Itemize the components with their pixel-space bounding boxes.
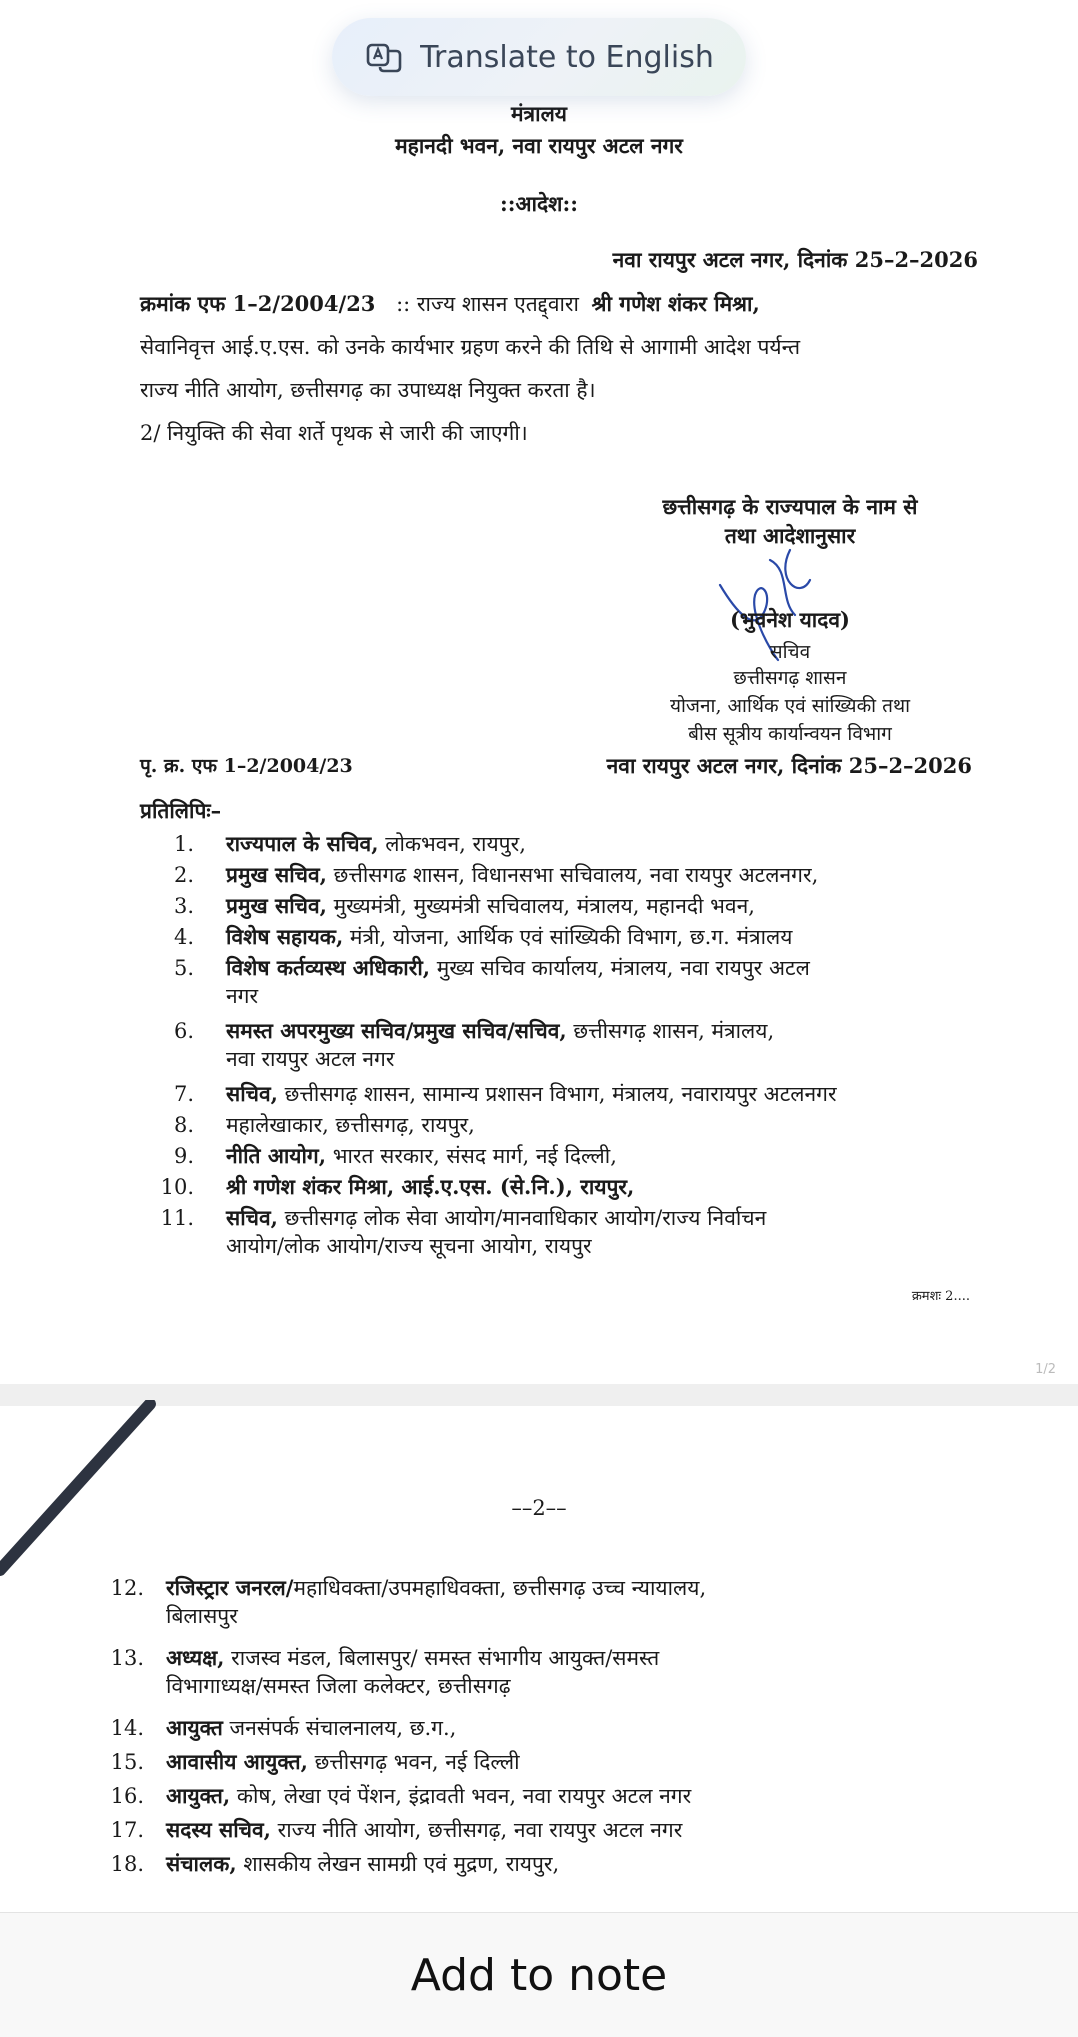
copy-item-number: 16. bbox=[110, 1784, 144, 1808]
signatory-designation: सचिव bbox=[769, 641, 811, 663]
signatory-line-1: छत्तीसगढ़ के राज्यपाल के नाम से bbox=[662, 494, 918, 519]
copy-item-detail: छत्तीसगढ़ लोक सेवा आयोग/मानवाधिकार आयोग/राज्य निर्वाचन bbox=[277, 1206, 767, 1230]
header-address: महानदी भवन, नवा रायपुर अटल नगर bbox=[395, 133, 683, 158]
copy-item-detail: राजस्व मंडल, बिलासपुर/ समस्त संभागीय आयुक्त/समस्त bbox=[224, 1646, 660, 1670]
copy-item-detail: लोकभवन, रायपुर, bbox=[378, 832, 526, 856]
signatory-dept-2: योजना, आर्थिक एवं सांख्यिकी तथा bbox=[669, 695, 911, 717]
copy-item-text bbox=[166, 1644, 659, 1672]
order-paragraph-line-1 bbox=[140, 290, 978, 318]
copy-item-number: 9. bbox=[173, 1144, 194, 1168]
copy-item-number: 3. bbox=[173, 894, 194, 918]
endorsement-ref: पृ. क्र. एफ 1–2/2004/23 bbox=[140, 755, 353, 777]
copy-item-text bbox=[166, 1850, 559, 1878]
copy-item-number: 2. bbox=[173, 863, 194, 887]
copy-item-detail-continued: नवा रायपुर अटल नगर bbox=[226, 1047, 395, 1071]
copy-item-number: 6. bbox=[173, 1019, 194, 1043]
copy-item-addressee: प्रमुख सचिव, bbox=[226, 862, 327, 887]
page-separator bbox=[0, 1384, 1078, 1406]
copy-item-text bbox=[166, 1574, 706, 1602]
copy-item-addressee: आयुक्त, bbox=[166, 1783, 231, 1808]
copy-item-text bbox=[166, 1782, 691, 1810]
copy-item-detail: छत्तीसगढ़ शासन, सामान्य प्रशासन विभाग, मंत्रालय, नवारायपुर अटलनगर bbox=[277, 1082, 837, 1106]
copy-item-number: 4. bbox=[173, 925, 194, 949]
copy-item-addressee: रजिस्ट्रार जनरल/ bbox=[166, 1575, 294, 1600]
header-ministry: मंत्रालय bbox=[510, 101, 567, 126]
copy-item-detail: राज्य नीति आयोग, छत्तीसगढ़, नवा रायपुर अटल नगर bbox=[270, 1818, 683, 1842]
copy-item-number: 10. bbox=[160, 1175, 194, 1199]
copy-item-detail: महालेखाकार, छत्तीसगढ़, रायपुर, bbox=[226, 1113, 475, 1137]
copy-item-text bbox=[166, 1748, 520, 1776]
copy-item-number: 1. bbox=[173, 832, 194, 856]
copy-item-text bbox=[166, 1714, 456, 1742]
copy-item-number: 14. bbox=[110, 1716, 144, 1740]
order-paragraph-line-3: राज्य नीति आयोग, छत्तीसगढ़ का उपाध्यक्ष नियुक्त करता है। bbox=[140, 378, 596, 402]
copy-item-number: 12. bbox=[110, 1576, 144, 1600]
copy-item-detail: जनसंपर्क संचालनालय, छ.ग., bbox=[222, 1716, 457, 1740]
order-paragraph-line-2: सेवानिवृत्त आई.ए.एस. को उनके कार्यभार ग्रहण करने की तिथि से आगामी आदेश पर्यन्त bbox=[140, 335, 801, 359]
copy-item-text bbox=[226, 1173, 634, 1201]
copy-item-addressee: आवासीय आयुक्त, bbox=[166, 1749, 308, 1774]
translate-label: Translate to English bbox=[420, 39, 714, 75]
order-number: क्रमांक एफ 1–2/2004/23 bbox=[140, 291, 376, 316]
copy-item-detail-continued: विभागाध्यक्ष/समस्त जिला कलेक्टर, छत्तीसगढ़ bbox=[166, 1674, 511, 1698]
copy-item-addressee: आयुक्त bbox=[166, 1715, 223, 1740]
copy-item-detail: शासकीय लेखन सामग्री एवं मुद्रण, रायपुर, bbox=[236, 1852, 560, 1876]
copy-item-addressee: प्रमुख सचिव, bbox=[226, 893, 327, 918]
copy-item-addressee: समस्त अपरमुख्य सचिव/प्रमुख सचिव/सचिव, bbox=[226, 1018, 567, 1043]
copy-item-detail-continued: आयोग/लोक आयोग/राज्य सूचना आयोग, रायपुर bbox=[226, 1234, 592, 1258]
copy-item-detail: भारत सरकार, संसद मार्ग, नई दिल्ली, bbox=[326, 1144, 617, 1168]
copy-item-addressee: सचिव, bbox=[226, 1081, 278, 1106]
copy-item-addressee: अध्यक्ष, bbox=[166, 1645, 225, 1670]
copy-item-text bbox=[226, 1080, 837, 1108]
copy-item-detail: मुख्य सचिव कार्यालय, मंत्रालय, नवा रायपुर अटल bbox=[430, 956, 810, 980]
page-indicator: 1/2 bbox=[1035, 1362, 1056, 1377]
copy-item-addressee: नीति आयोग, bbox=[226, 1143, 327, 1168]
copy-item-text bbox=[226, 830, 526, 858]
copy-item-number: 15. bbox=[110, 1750, 144, 1774]
signatory-line-2: तथा आदेशानुसार bbox=[724, 523, 856, 548]
copy-item-addressee: विशेष सहायक, bbox=[226, 924, 344, 949]
order-title: ::आदेश:: bbox=[500, 191, 578, 216]
copy-item-text bbox=[226, 923, 792, 951]
copy-item-number: 11. bbox=[160, 1206, 194, 1230]
copy-item-number: 5. bbox=[173, 956, 194, 980]
copy-item-addressee: श्री गणेश शंकर मिश्रा, आई.ए.एस. (से.नि.), रायपुर, bbox=[226, 1174, 635, 1199]
copy-item-number: 7. bbox=[173, 1082, 194, 1106]
order-intro: :: राज्य शासन एतद्द्वारा bbox=[396, 292, 579, 316]
copy-item-detail-continued: बिलासपुर bbox=[166, 1604, 238, 1628]
copy-item-number: 8. bbox=[173, 1113, 194, 1137]
copy-item-text bbox=[226, 1142, 617, 1170]
copy-item-addressee: सचिव, bbox=[226, 1205, 278, 1230]
copy-item-text bbox=[226, 1017, 774, 1045]
signatory-dept-3: बीस सूत्रीय कार्यान्वयन विभाग bbox=[688, 723, 892, 745]
bottom-action-bar bbox=[0, 1912, 1078, 2037]
copy-item-text bbox=[226, 892, 755, 920]
add-to-note-button[interactable]: Add to note bbox=[410, 1949, 668, 2001]
copy-item-number: 13. bbox=[110, 1646, 144, 1670]
copy-item-addressee: संचालक, bbox=[166, 1851, 237, 1876]
copy-item-detail: छत्तीसगढ़ भवन, नई दिल्ली bbox=[307, 1750, 520, 1774]
copy-item-detail: मुख्यमंत्री, मुख्यमंत्री सचिवालय, मंत्रालय, महानदी भवन, bbox=[326, 894, 755, 918]
copy-item-text bbox=[226, 1204, 766, 1232]
translate-button[interactable] bbox=[332, 18, 746, 96]
copy-item-number: 17. bbox=[110, 1818, 144, 1842]
copy-item-detail: मंत्री, योजना, आर्थिक एवं सांख्यिकी विभाग, छ.ग. मंत्रालय bbox=[343, 925, 793, 949]
page-2-marker: ––2–– bbox=[511, 1496, 567, 1520]
copy-item-addressee: विशेष कर्तव्यस्थ अधिकारी, bbox=[226, 955, 431, 980]
copy-item-text bbox=[226, 861, 818, 889]
copy-item-text bbox=[226, 1111, 475, 1139]
order-paragraph-2: 2/ नियुक्ति की सेवा शर्ते पृथक से जारी की जाएगी। bbox=[140, 421, 528, 445]
order-place-date: नवा रायपुर अटल नगर, दिनांक 25–2–2026 bbox=[612, 247, 978, 272]
appointee-name: श्री गणेश शंकर मिश्रा, bbox=[591, 291, 760, 316]
signatory-dept-1: छत्तीसगढ़ शासन bbox=[733, 667, 847, 689]
continued-note: क्रमशः 2.... bbox=[911, 1289, 970, 1304]
copy-item-text bbox=[166, 1816, 682, 1844]
copy-item-addressee: राज्यपाल के सचिव, bbox=[226, 831, 379, 856]
copy-heading: प्रतिलिपिः– bbox=[140, 798, 222, 823]
copy-item-addressee: सदस्य सचिव, bbox=[166, 1817, 271, 1842]
signatory-name: (भुवनेश यादव) bbox=[729, 607, 850, 632]
endorsement-place-date: नवा रायपुर अटल नगर, दिनांक 25–2–2026 bbox=[606, 753, 972, 778]
copy-item-text bbox=[226, 954, 810, 982]
copy-item-detail: महाधिवक्ता/उपमहाधिवक्ता, छत्तीसगढ़ उच्च न्यायालय, bbox=[293, 1576, 707, 1600]
copy-item-detail-continued: नगर bbox=[226, 984, 259, 1008]
copy-item-detail: छत्तीसगढ शासन, विधानसभा सचिवालय, नवा रायपुर अटलनगर, bbox=[326, 863, 819, 887]
copy-item-detail: कोष, लेखा एवं पेंशन, इंद्रावती भवन, नवा रायपुर अटल नगर bbox=[230, 1784, 692, 1808]
pen-stroke-artifact bbox=[0, 1400, 160, 1580]
copy-item-detail: छत्तीसगढ़ शासन, मंत्रालय, bbox=[566, 1019, 775, 1043]
copy-item-number: 18. bbox=[110, 1852, 144, 1876]
translate-icon bbox=[364, 37, 404, 77]
